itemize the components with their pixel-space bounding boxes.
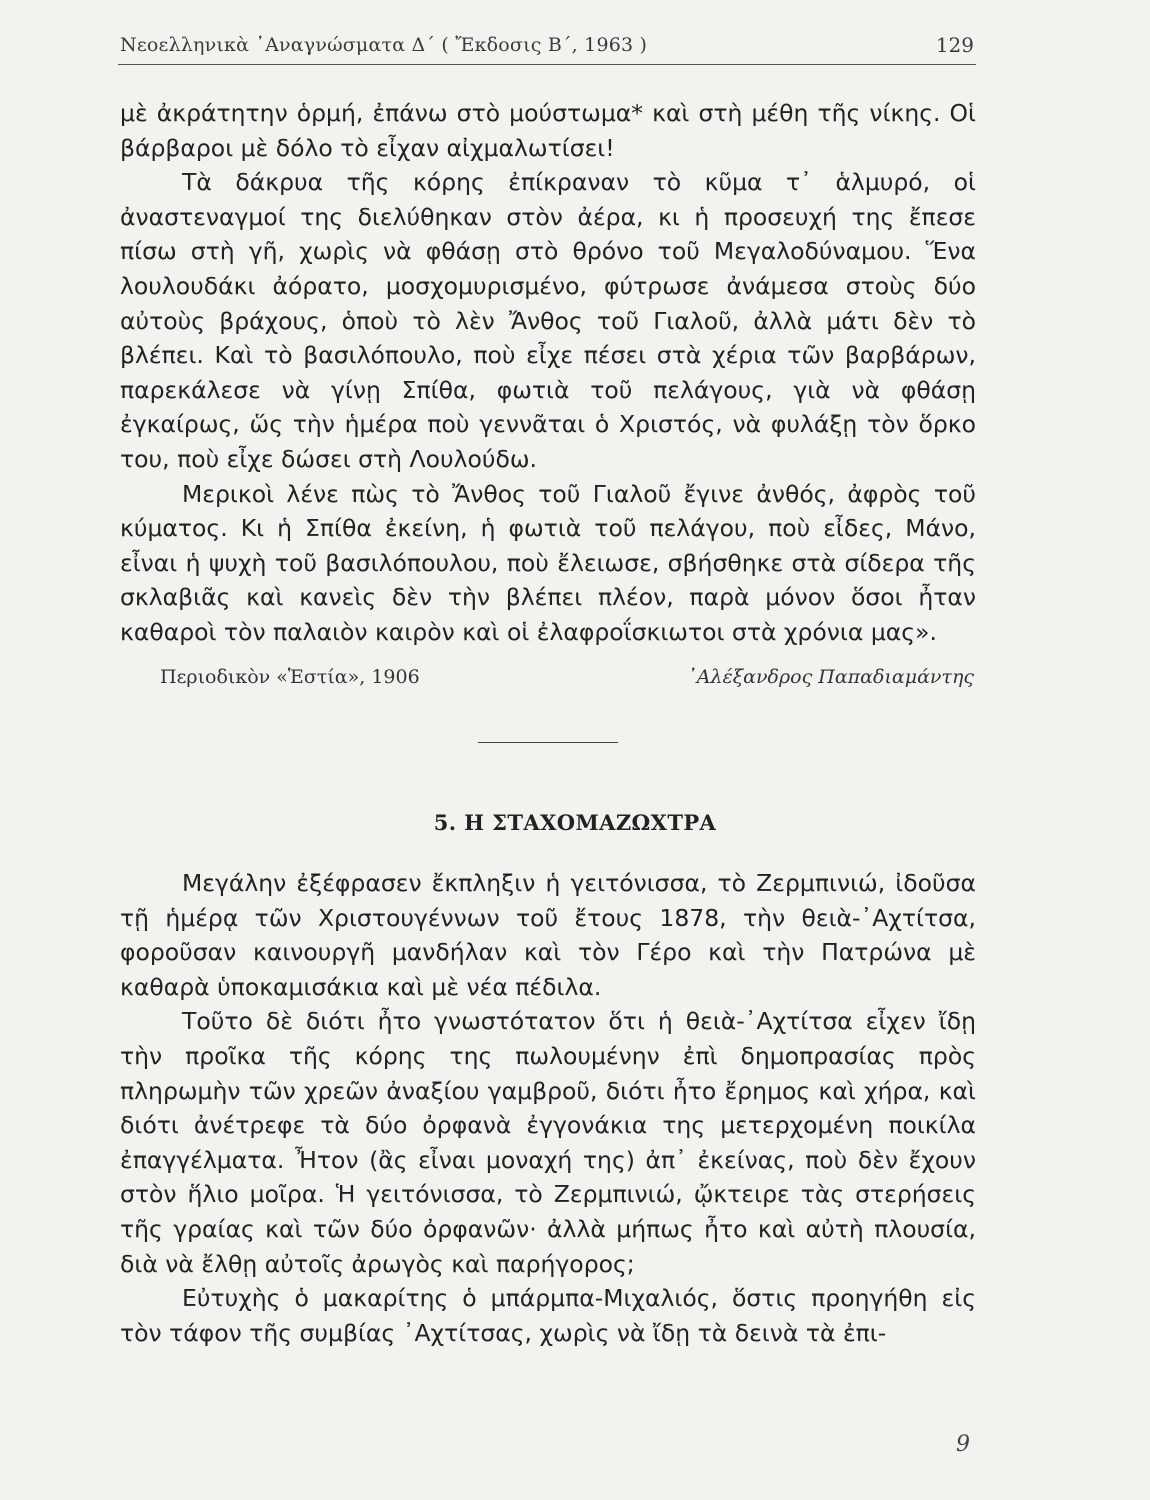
paragraph: Εὐτυχὴς ὁ μακαρίτης ὁ μπάρμπα-Μιχαλιός, ὅστις προηγήθη εἰς τὸν τάφον τῆς συμβίας ᾿Αχτίτσας, χωρὶς νὰ ἴδῃ τὰ δεινὰ τὰ ἐπι- <box>120 1284 976 1347</box>
paragraph: Τοῦτο δὲ διότι ἦτο γνωστότατον ὅτι ἡ θειὰ-᾿Αχτίτσα εἶχεν ἴδῃ τὴν προῖκα τῆς κόρης της πωλουμένην ἐπὶ δημοπρασίας πρὸς πληρωμὴν τῶν χρεῶν ἀναξίου γαμβροῦ, διότι ἦτο ἔρημος καὶ χήρα, καὶ διότι ἀνέτρεφε τὰ δύο ὀρφανὰ ἐγγονάκια της μετερχομένη ποικίλα ἐπαγγέλματα. Ἦτον (ἂς εἶναι μοναχή της) ἀπ᾿ ἐκείνας, ποὺ δὲν ἔχουν στὸν ἥλιο μοῖρα. Ἡ γειτόνισσα, τὸ Ζερμπινιώ, ᾤκτειρε τὰς στερήσεις τῆς γραίας καὶ τῶν δύο ὀρφανῶν· ἀλλὰ μήπως ἦτο καὶ αὐτὴ πλουσία, διὰ νὰ ἔλθῃ αὐτοῖς ἀρωγὸς καὶ παρήγορος; <box>120 1007 976 1278</box>
story1-text <box>120 96 976 650</box>
running-header <box>118 28 976 65</box>
source-attribution <box>160 666 976 696</box>
author-name: ᾿Αλέξανδρος Παπαδιαμάντης <box>687 666 974 688</box>
signature-mark: 9 <box>956 1432 970 1457</box>
section-divider <box>478 742 618 743</box>
page-number: 129 <box>935 33 974 57</box>
story2-text <box>120 866 976 1350</box>
running-title: Νεοελληνικὰ ᾿Αναγνώσματα Δ΄ ( Ἔκδοσις Β΄, 1963 ) <box>120 34 648 56</box>
paragraph: Τὰ δάκρυα τῆς κόρης ἐπίκραναν τὸ κῦμα τ᾿ ἁλμυρό, οἱ ἀναστεναγμοί της διελύθηκαν στὸν ἀέρα, κι ἡ προσευχή της ἔπεσε πίσω στὴ γῆ, χωρὶς νὰ φθάσῃ στὸ θρόνο τοῦ Μεγαλοδύναμου. Ἕνα λουλουδάκι ἀόρατο, μοσχομυρισμένο, φύτρωσε ἀνάμεσα στοὺς δύο αὐτοὺς βράχους, ὁποὺ τὸ λὲν Ἄνθος τοῦ Γιαλοῦ, ἀλλὰ μάτι δὲν τὸ βλέπει. Καὶ τὸ βασιλόπουλο, ποὺ εἶχε πέσει στὰ χέρια τῶν βαρβάρων, παρεκάλεσε νὰ γίνῃ Σπίθα, φωτιὰ τοῦ πελάγους, γιὰ νὰ φθάσῃ ἐγκαίρως, ὥς τὴν ἡμέρα ποὺ γεννᾶται ὁ Χριστός, νὰ φυλάξῃ τὸν ὅρκο του, ποὺ εἶχε δώσει στὴ Λουλούδω. <box>120 168 976 473</box>
paragraph: μὲ ἀκράτητην ὁρμή, ἐπάνω στὸ μούστωμα* καὶ στὴ μέθη τῆς νίκης. Οἱ βάρβαροι μὲ δόλο τὸ εἶχαν αἰχμαλωτίσει! <box>120 99 976 162</box>
source-citation: Περιοδικὸν «Ἑστία», 1906 <box>160 666 420 688</box>
paragraph: Μερικοὶ λένε πὼς τὸ Ἄνθος τοῦ Γιαλοῦ ἔγινε ἀνθός, ἀφρὸς τοῦ κύματος. Κι ἡ Σπίθα ἐκείνη, ἡ φωτιὰ τοῦ πελάγου, ποὺ εἶδες, Μάνο, εἶναι ἡ ψυχὴ τοῦ βασιλόπουλου, ποὺ ἔλειωσε, σβήσθηκε στὰ σίδερα τῆς σκλαβιᾶς καὶ κανεὶς δὲν τὴν βλέπει πλέον, παρὰ μόνον ὅσοι ἦταν καθαροὶ τὸν παλαιὸν καιρὸν καὶ οἱ ἐλαφροΐσκιωτοι στὰ χρόνια μας». <box>120 479 976 646</box>
paragraph: Μεγάλην ἐξέφρασεν ἔκπληξιν ἡ γειτόνισσα, τὸ Ζερμπινιώ, ἰδοῦσα τῇ ἡμέρᾳ τῶν Χριστουγέννων τοῦ ἔτους 1878, τὴν θειὰ-᾿Αχτίτσα, φοροῦσαν καινουργῆ μανδήλαν καὶ τὸν Γέρο καὶ τὴν Πατρώνα μὲ καθαρὰ ὑποκαμισάκια καὶ μὲ νέα πέδιλα. <box>120 869 976 1001</box>
section-title: 5. Η ΣΤΑΧΟΜΑΖΩΧΤΡΑ <box>433 810 717 835</box>
